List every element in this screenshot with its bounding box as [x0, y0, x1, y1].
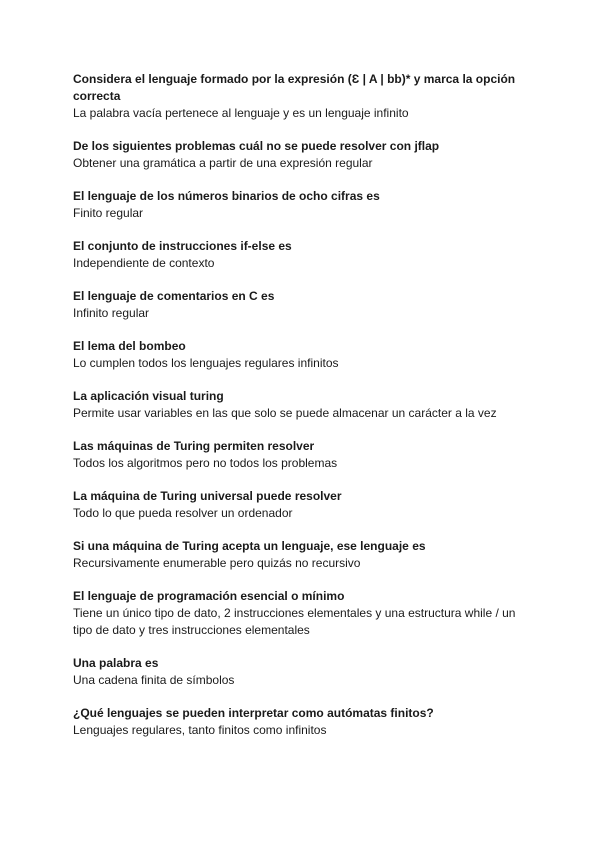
- qa-item: [73, 705, 533, 739]
- qa-item: [73, 438, 533, 472]
- answer-text: Lenguajes regulares, tanto finitos como infinitos: [73, 723, 327, 737]
- answer-text: Todo lo que pueda resolver un ordenador: [73, 506, 293, 520]
- question-text: El lema del bombeo: [73, 339, 186, 353]
- answer-text: Todos los algoritmos pero no todos los problemas: [73, 456, 338, 470]
- qa-item: [73, 288, 533, 322]
- question-text: Considera el lenguaje formado por la expresión (Ɛ | A | bb)* y marca la opción correcta: [73, 72, 516, 103]
- question-text: ¿Qué lenguajes se pueden interpretar como autómatas finitos?: [73, 706, 434, 720]
- answer-text: Recursivamente enumerable pero quizás no recursivo: [73, 556, 361, 570]
- answer-text: Permite usar variables en las que solo se puede almacenar un carácter a la vez: [73, 406, 497, 420]
- qa-item: [73, 488, 533, 522]
- question-text: La aplicación visual turing: [73, 389, 224, 403]
- question-text: De los siguientes problemas cuál no se puede resolver con jflap: [73, 139, 440, 153]
- qa-item: [73, 71, 533, 122]
- answer-text: Tiene un único tipo de dato, 2 instrucciones elementales y una estructura while / un tipo de dato y tres instrucciones elementales: [73, 606, 516, 637]
- qa-item: [73, 588, 533, 639]
- qa-item: [73, 238, 533, 272]
- question-text: El lenguaje de los números binarios de ocho cifras es: [73, 189, 380, 203]
- answer-text: Finito regular: [73, 206, 144, 220]
- answer-text: Infinito regular: [73, 306, 150, 320]
- qa-list: [73, 71, 533, 755]
- qa-item: [73, 655, 533, 689]
- question-text: El lenguaje de comentarios en C es: [73, 289, 275, 303]
- question-text: Una palabra es: [73, 656, 159, 670]
- question-text: La máquina de Turing universal puede resolver: [73, 489, 342, 503]
- answer-text: Obtener una gramática a partir de una expresión regular: [73, 156, 373, 170]
- question-text: El lenguaje de programación esencial o mínimo: [73, 589, 345, 603]
- answer-text: Lo cumplen todos los lenguajes regulares infinitos: [73, 356, 339, 370]
- qa-item: [73, 188, 533, 222]
- qa-item: [73, 388, 533, 422]
- qa-item: [73, 538, 533, 572]
- answer-text: La palabra vacía pertenece al lenguaje y es un lenguaje infinito: [73, 106, 409, 120]
- answer-text: Una cadena finita de símbolos: [73, 673, 235, 687]
- answer-text: Independiente de contexto: [73, 256, 215, 270]
- qa-item: [73, 138, 533, 172]
- question-text: Las máquinas de Turing permiten resolver: [73, 439, 315, 453]
- qa-item: [73, 338, 533, 372]
- question-text: El conjunto de instrucciones if-else es: [73, 239, 292, 253]
- question-text: Si una máquina de Turing acepta un lenguaje, ese lenguaje es: [73, 539, 426, 553]
